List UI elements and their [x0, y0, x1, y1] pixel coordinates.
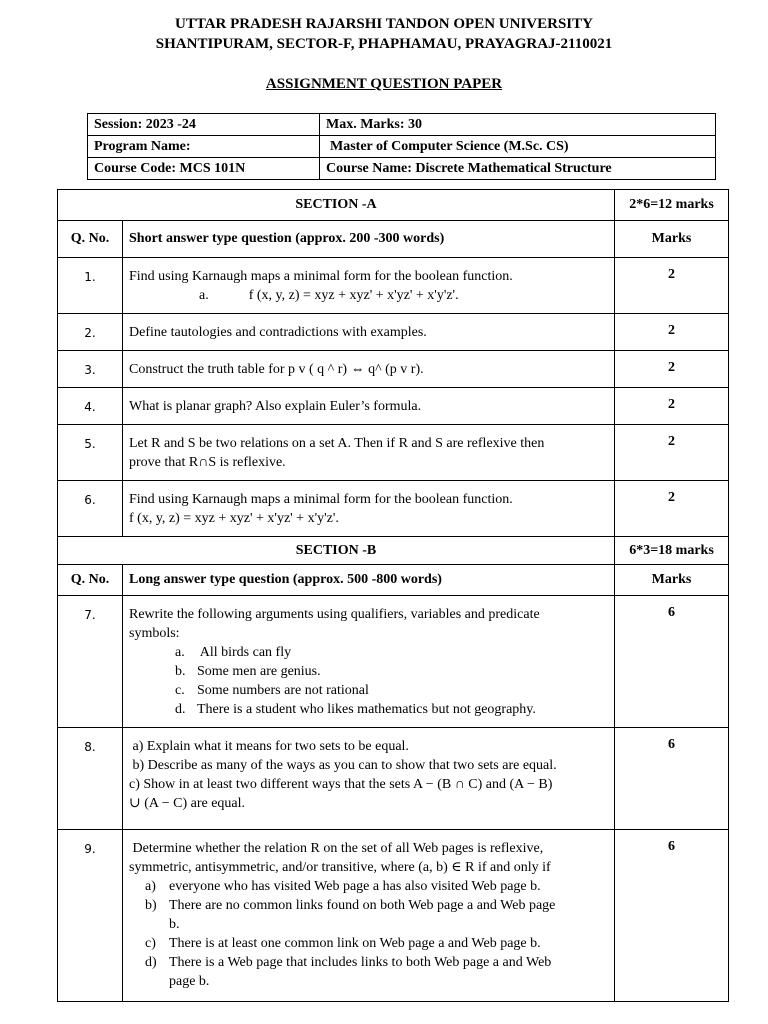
- table-row: [58, 314, 729, 351]
- column-question: Short answer type question (approx. 200 -300 words): [123, 221, 615, 258]
- table-row: [58, 388, 729, 425]
- question-text: Let R and S be two relations on a set A. Then if R and S are reflexive then prove that R∩S is reflexive.: [123, 425, 615, 481]
- table-row: [58, 351, 729, 388]
- column-qno: Q. No.: [58, 565, 123, 596]
- question-number: 9.: [58, 830, 123, 1002]
- sub-item-list: [129, 877, 608, 991]
- list-item: b) There are no common links found on both Web page a and Web page b.: [145, 898, 556, 932]
- table-row: [58, 728, 729, 830]
- max-marks-cell: Max. Marks: 30: [320, 114, 716, 136]
- question-marks: 2: [615, 425, 729, 481]
- section-b-title: SECTION -B: [58, 537, 615, 565]
- question-number: 3.: [58, 351, 123, 388]
- section-a-marks: 2*6=12 marks: [615, 190, 729, 221]
- question-text: Find using Karnaugh maps a minimal form for the boolean function. a. f (x, y, z) = xyz + xyz' + x'yz' + x'y'z'.: [123, 258, 615, 314]
- column-question: Long answer type question (approx. 500 -800 words): [123, 565, 615, 596]
- course-name-cell: Course Name: Discrete Mathematical Structure: [320, 158, 716, 180]
- list-item: d) There is a Web page that includes links to both Web page a and Web page b.: [145, 955, 552, 989]
- question-marks: 6: [615, 728, 729, 830]
- column-qno: Q. No.: [58, 221, 123, 258]
- table-row: [58, 830, 729, 1002]
- university-name: UTTAR PRADESH RAJARSHI TANDON OPEN UNIVERSITY: [175, 16, 593, 32]
- question-marks: 2: [615, 388, 729, 425]
- question-marks: 2: [615, 258, 729, 314]
- question-text: Define tautologies and contradictions with examples.: [123, 314, 615, 351]
- question-number: 4.: [58, 388, 123, 425]
- session-cell: Session: 2023 -24: [88, 114, 320, 136]
- question-text: Determine whether the relation R on the set of all Web pages is reflexive, symmetric, antisymmetric, and/or transitive, where (a, b) ∈ R if and only if a) everyone who has visited Web page a has also visited Web page b. b) There are no common links found on both Web page a and Web page b. c) There is at least one common link on Web page a and Web page b. d) There is a Web page that includes links to both Web page a and Web page b.: [123, 830, 615, 1002]
- program-label-cell: Program Name:: [88, 136, 320, 158]
- table-row: [58, 425, 729, 481]
- table-row: [58, 481, 729, 537]
- question-marks: 6: [615, 596, 729, 728]
- question-text: a) Explain what it means for two sets to be equal. b) Describe as many of the ways as you can to show that two sets are equal. c) Show in at least two different ways that the sets A − (B ∩ C) and (A − B) ∪ (A − C) are equal.: [123, 728, 615, 830]
- university-address: SHANTIPURAM, SECTOR-F, PHAPHAMAU, PRAYAGRAJ-2110021: [155, 36, 613, 52]
- list-item: d. There is a student who likes mathematics but not geography.: [175, 702, 536, 717]
- question-text: Find using Karnaugh maps a minimal form for the boolean function. f (x, y, z) = xyz + xyz' + x'yz' + x'y'z'.: [123, 481, 615, 537]
- question-number: 5.: [58, 425, 123, 481]
- table-row: [58, 258, 729, 314]
- list-item: a) everyone who has visited Web page a has also visited Web page b.: [145, 879, 541, 894]
- course-info-table: [87, 113, 716, 180]
- question-text: Rewrite the following arguments using qualifiers, variables and predicate symbols: a. All birds can fly b. Some men are genius. c. Some numbers are not rational d. There is a student who likes mathematics but not geography.: [123, 596, 615, 728]
- question-text: What is planar graph? Also explain Euler’s formula.: [123, 388, 615, 425]
- question-text: Construct the truth table for p v ( q ^ r) ⇔ q^ (p v r).: [123, 351, 615, 388]
- sub-item-list: [129, 643, 608, 719]
- list-item: c) There is at least one common link on Web page a and Web page b.: [145, 936, 541, 951]
- question-number: 1.: [58, 258, 123, 314]
- list-item: c. Some numbers are not rational: [175, 683, 369, 698]
- course-code-cell: Course Code: MCS 101N: [88, 158, 320, 180]
- list-item: b. Some men are genius.: [175, 664, 321, 679]
- question-marks: 6: [615, 830, 729, 1002]
- table-row: [58, 596, 729, 728]
- list-item: a. All birds can fly: [175, 645, 292, 660]
- questions-table: [57, 189, 729, 1002]
- question-number: 2.: [58, 314, 123, 351]
- section-a-title: SECTION -A: [58, 190, 615, 221]
- paper-title: ASSIGNMENT QUESTION PAPER: [265, 76, 503, 92]
- question-marks: 2: [615, 351, 729, 388]
- question-marks: 2: [615, 481, 729, 537]
- section-b-marks: 6*3=18 marks: [615, 537, 729, 565]
- question-marks: 2: [615, 314, 729, 351]
- question-number: 8.: [58, 728, 123, 830]
- question-number: 6.: [58, 481, 123, 537]
- column-marks: Marks: [615, 221, 729, 258]
- column-marks: Marks: [615, 565, 729, 596]
- question-number: 7.: [58, 596, 123, 728]
- program-value-cell: Master of Computer Science (M.Sc. CS): [320, 136, 716, 158]
